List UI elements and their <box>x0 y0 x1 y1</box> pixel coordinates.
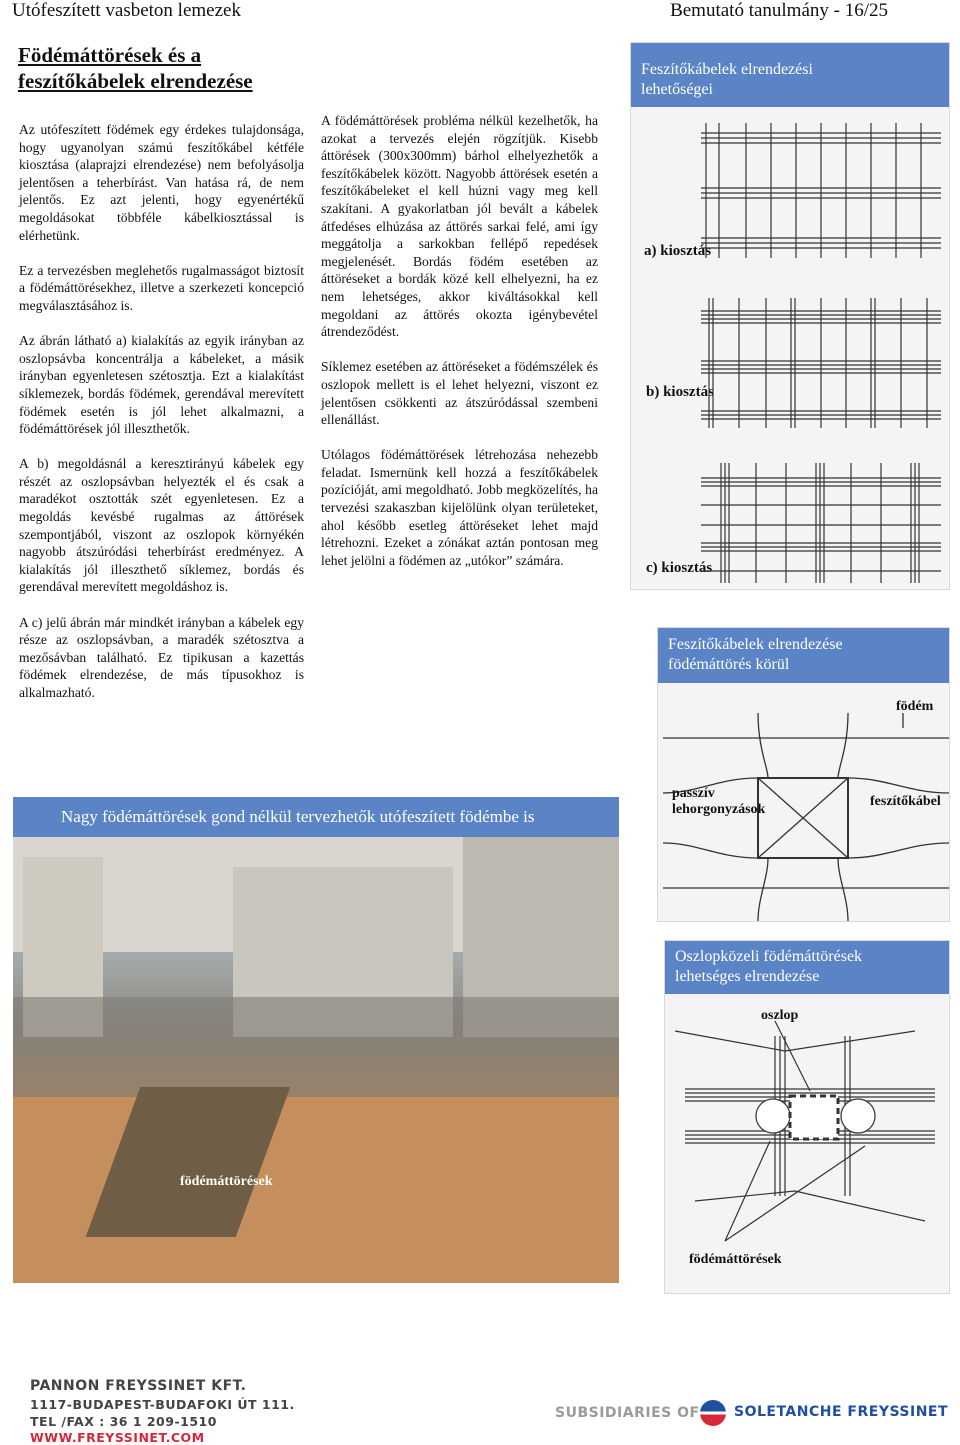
photo-label-openings: födémáttörések <box>180 1174 273 1189</box>
label-passive-anchorage <box>672 786 765 818</box>
title-line-2: feszítőkábelek elrendezése <box>18 69 253 93</box>
figure1-banner-line1: Feszítőkábelek elrendezési <box>641 61 813 78</box>
label-c-arrangement: c) kiosztás <box>646 560 713 576</box>
figure-cable-arrangements <box>630 42 950 590</box>
figure1-banner-line2: lehetőségei <box>641 81 713 98</box>
label-b-arrangement: b) kiosztás <box>646 384 714 400</box>
footer-web-link[interactable]: WWW.FREYSSINET.COM <box>30 1430 205 1445</box>
figure2-banner-line1: Feszítőkábelek elrendezése <box>668 636 843 653</box>
figure-cables-around-opening <box>657 627 950 922</box>
figure-openings-near-column <box>664 940 950 1294</box>
header-left: Utófeszített vasbeton lemezek <box>12 0 241 21</box>
middle-paragraph-1: A födémáttörések probléma nélkül kezelhetők, ha azokat a tervezés elején rögzítjük. Kisebb áttörések (300x300mm) bárhol elhelyezhetők a feszítőkábelek között. Nagyobb áttörések esetén a feszítőkábeleket el kell húzni vagy meg kell szakítani. A gyakorlatban jól bevált a kábelek átfedéses elhúzása az áttörés sarkai felé, ami így meggátolja a sarkokban fellépő repedések megjelenését. Bordás födém esetében az áttöréseket a bordák közé kell elhelyezni, ha ez nem lehetséges, akkor kiváltásokkal kell megoldani az áttörés okozta igénybevétel átrendeződést. <box>321 113 598 340</box>
figure3-banner-line1: Oszlopközeli födémáttörések <box>675 948 863 965</box>
title-line-1: Födémáttörések és a <box>18 43 202 67</box>
opening-diagram <box>658 628 949 921</box>
footer-company: PANNON FREYSSINET KFT. <box>30 1378 247 1394</box>
soletanche-logo-icon <box>700 1400 726 1426</box>
label-column: oszlop <box>761 1008 799 1023</box>
label-openings: födémáttörések <box>689 1252 782 1267</box>
left-paragraph-3: Az ábrán látható a) kialakítás az egyik irányban az oszlopsávba koncentrálja a kábeleket, a másik irányban egyenletesen szétosztja. Ezt a kialakítást síklemezek, bordás födémek, gerendával merevített födémek esetén is jól lehet alkalmazni, a födémáttörések jól illeszthetők. <box>19 333 304 437</box>
middle-column <box>321 112 598 587</box>
header-right: Bemutató tanulmány - 16/25 <box>670 0 888 21</box>
footer-subsidiaries: SUBSIDIARIES OF <box>555 1405 700 1421</box>
left-paragraph-1: Az utófeszített födémek egy érdekes tulajdonsága, hogy ugyanolyan számú feszítőkábel kétféle kiosztása (alaprajzi elrendezése) nem befolyásolja jelentősen a teherbírást. Van hatása rá, de nem jelentős. Ez azt jelenti, hogy egyenértékű megoldásokat többféle kábelkiosztással is elérhetünk. <box>19 122 304 243</box>
column-opening-diagram <box>665 941 949 1293</box>
footer-parent-company: SOLETANCHE FREYSSINET <box>734 1404 949 1420</box>
page-title <box>18 42 318 94</box>
middle-paragraph-3: Utólagos födémáttörések létrehozása nehezebb feladat. Ismernünk kell hozzá a feszítőkábelek pozícióját, ami megoldható. Jobb megközelítés, ha tervezési szakaszban kijelölünk olyan területeket, ahol később esetleg áttöréseket lehet majd létrehozni. Ezeket a zónákat aztán pontosan meg lehet jelölni a födémen az „utókor” számára. <box>321 447 598 568</box>
left-paragraph-5: A c) jelű ábrán már mindkét irányban a kábelek egy része az oszlopsávban, a maradék szétosztva a mezősávban található. Ez tipikusan a kazettás födémek elrendezése, de más típusokhoz is alkalmazható. <box>19 614 304 700</box>
footer-phone: TEL /FAX : 36 1 209-1510 <box>30 1414 217 1429</box>
middle-paragraph-2: Síklemez esetében az áttöréseket a födémszélek és oszlopok mellett is el lehet helyezni, viszont ez jelentősen csökkenti az átszúródással szembeni ellenállást. <box>321 359 598 428</box>
left-column <box>19 121 304 719</box>
grid-c <box>701 463 941 583</box>
left-paragraph-4: A b) megoldásnál a keresztirányú kábelek egy részét az oszlopsávban helyezték el és csak a maradékot osztották szét egyenletesen. Ez a megoldás kevésbé rugalmas az áttörések szempontjából, viszont az oszlopok környékén nagyobb átszúródási teherbírást eredményez. A kialakítás jól illeszthető síklemez, bordás és gerendával merevített megoldáshoz is. <box>19 456 304 595</box>
figure2-banner-line2: födémáttörés körül <box>668 656 790 673</box>
label-anchor-line2: lehorgonyzások <box>672 802 766 817</box>
label-anchor-line1: passzív <box>672 786 715 801</box>
label-a-arrangement: a) kiosztás <box>644 243 712 259</box>
label-cable: feszítőkábel <box>870 794 941 809</box>
grid-b <box>701 298 941 428</box>
photo-banner: Nagy födémáttörések gond nélkül tervezhetők utófeszített födémbe is <box>13 797 619 837</box>
footer-address: 1117-BUDAPEST-BUDAFOKI ÚT 111. <box>30 1397 295 1412</box>
left-paragraph-2: Ez a tervezésben meglehetős rugalmasságot biztosít a födémáttörésekhez, illetve a szerkezeti koncepció megválasztásához is. <box>19 262 304 313</box>
label-slab: födém <box>896 699 934 714</box>
site-photo <box>13 797 619 1283</box>
figure3-banner-line2: lehetséges elrendezése <box>675 968 820 985</box>
cable-grid-diagrams <box>631 43 949 589</box>
grid-a <box>701 123 941 258</box>
